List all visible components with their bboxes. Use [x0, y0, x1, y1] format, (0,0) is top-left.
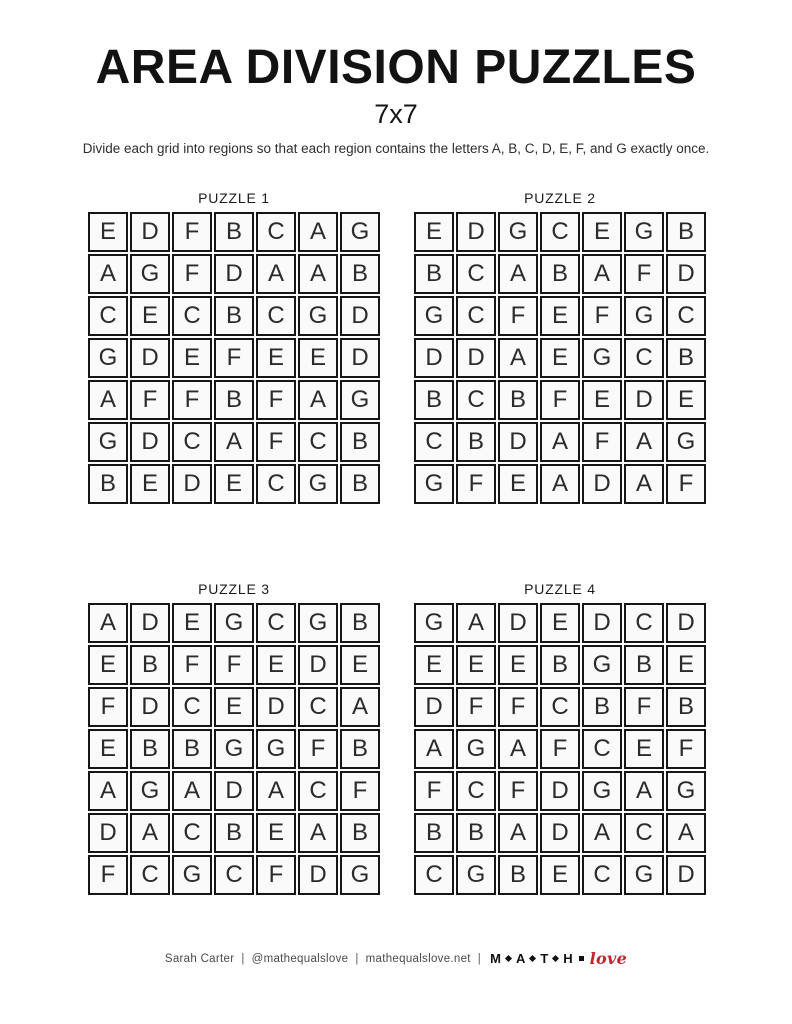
- grid-cell: G: [624, 212, 664, 252]
- grid-cell: C: [298, 687, 338, 727]
- grid-cell: E: [540, 855, 580, 895]
- grid-cell: G: [582, 645, 622, 685]
- grid-cell: E: [666, 380, 706, 420]
- puzzle-3-label: PUZZLE 3: [198, 581, 270, 597]
- grid-cell: E: [214, 464, 254, 504]
- grid-cell: C: [414, 855, 454, 895]
- grid-cell: F: [498, 687, 538, 727]
- grid-cell: C: [456, 771, 496, 811]
- grid-cell: A: [130, 813, 170, 853]
- puzzle-4-label: PUZZLE 4: [524, 581, 596, 597]
- grid-cell: G: [340, 855, 380, 895]
- grid-cell: B: [456, 422, 496, 462]
- grid-cell: B: [498, 380, 538, 420]
- grid-cell: F: [414, 771, 454, 811]
- grid-cell: C: [88, 296, 128, 336]
- grid-cell: E: [172, 338, 212, 378]
- grid-cell: A: [498, 338, 538, 378]
- grid-cell: F: [88, 855, 128, 895]
- grid-cell: G: [666, 771, 706, 811]
- grid-cell: C: [582, 729, 622, 769]
- grid-cell: C: [172, 422, 212, 462]
- grid-cell: C: [256, 603, 296, 643]
- footer-divider: |: [241, 952, 245, 965]
- grid-cell: D: [130, 212, 170, 252]
- grid-cell: E: [340, 645, 380, 685]
- grid-cell: D: [214, 254, 254, 294]
- grid-cell: C: [624, 338, 664, 378]
- grid-cell: G: [298, 296, 338, 336]
- grid-cell: E: [414, 212, 454, 252]
- grid-cell: A: [298, 212, 338, 252]
- grid-cell: B: [540, 645, 580, 685]
- grid-cell: E: [582, 380, 622, 420]
- grid-cell: C: [666, 296, 706, 336]
- grid-cell: A: [214, 422, 254, 462]
- grid-cell: A: [582, 813, 622, 853]
- grid-cell: A: [298, 813, 338, 853]
- grid-cell: B: [414, 380, 454, 420]
- grid-cell: B: [498, 855, 538, 895]
- grid-cell: B: [214, 813, 254, 853]
- grid-cell: B: [666, 687, 706, 727]
- grid-cell: B: [340, 464, 380, 504]
- logo-letter-a: A: [515, 951, 526, 966]
- grid-cell: F: [130, 380, 170, 420]
- grid-cell: C: [256, 464, 296, 504]
- grid-cell: E: [256, 338, 296, 378]
- grid-cell: D: [130, 603, 170, 643]
- grid-cell: D: [498, 603, 538, 643]
- grid-cell: A: [256, 771, 296, 811]
- grid-cell: G: [88, 422, 128, 462]
- grid-cell: F: [624, 687, 664, 727]
- grid-cell: B: [540, 254, 580, 294]
- grid-cell: D: [666, 254, 706, 294]
- grid-cell: C: [256, 212, 296, 252]
- grid-cell: A: [498, 813, 538, 853]
- footer-credit: [0, 948, 792, 968]
- grid-cell: G: [456, 855, 496, 895]
- logo-letter-m: M: [490, 951, 501, 966]
- grid-cell: F: [256, 380, 296, 420]
- grid-cell: B: [214, 296, 254, 336]
- grid-cell: F: [666, 729, 706, 769]
- grid-cell: B: [414, 813, 454, 853]
- grid-cell: F: [540, 729, 580, 769]
- grid-cell: F: [256, 422, 296, 462]
- footer-divider: |: [355, 952, 359, 965]
- footer-divider: |: [477, 952, 482, 965]
- grid-cell: G: [624, 855, 664, 895]
- grid-cell: B: [88, 464, 128, 504]
- grid-cell: G: [582, 771, 622, 811]
- grid-cell: F: [298, 729, 338, 769]
- grid-cell: D: [498, 422, 538, 462]
- grid-cell: G: [498, 212, 538, 252]
- logo-word-love: love: [589, 948, 628, 968]
- grid-cell: C: [298, 771, 338, 811]
- grid-cell: C: [540, 212, 580, 252]
- puzzle-1-section: [88, 190, 380, 504]
- grid-cell: A: [624, 464, 664, 504]
- grid-cell: D: [298, 855, 338, 895]
- grid-cell: E: [130, 296, 170, 336]
- grid-cell: E: [256, 645, 296, 685]
- grid-cell: C: [214, 855, 254, 895]
- grid-cell: A: [340, 687, 380, 727]
- grid-cell: A: [172, 771, 212, 811]
- website-url: mathequalslove.net: [365, 952, 471, 965]
- grid-cell: D: [172, 464, 212, 504]
- author-name: Sarah Carter: [164, 952, 235, 965]
- grid-cell: D: [130, 422, 170, 462]
- puzzle-4-grid: [414, 603, 706, 895]
- grid-cell: A: [256, 254, 296, 294]
- grid-cell: A: [498, 729, 538, 769]
- grid-cell: F: [172, 380, 212, 420]
- logo-letter-t: T: [540, 951, 549, 966]
- grid-cell: D: [582, 464, 622, 504]
- grid-cell: E: [540, 603, 580, 643]
- grid-cell: B: [214, 212, 254, 252]
- grid-cell: G: [214, 603, 254, 643]
- grid-cell: B: [414, 254, 454, 294]
- grid-cell: A: [582, 254, 622, 294]
- grid-cell: D: [130, 338, 170, 378]
- grid-cell: B: [130, 645, 170, 685]
- grid-cell: B: [340, 422, 380, 462]
- grid-cell: A: [88, 254, 128, 294]
- grid-cell: F: [540, 380, 580, 420]
- grid-cell: F: [456, 464, 496, 504]
- grid-cell: C: [456, 380, 496, 420]
- grid-cell: F: [582, 422, 622, 462]
- grid-cell: D: [582, 603, 622, 643]
- grid-cell: G: [172, 855, 212, 895]
- equals-icon: [579, 956, 584, 961]
- grid-cell: A: [414, 729, 454, 769]
- grid-cell: D: [340, 338, 380, 378]
- grid-cell: A: [540, 464, 580, 504]
- grid-cell: D: [540, 813, 580, 853]
- grid-cell: B: [172, 729, 212, 769]
- plus-icon: [552, 955, 559, 962]
- grid-cell: F: [582, 296, 622, 336]
- grid-cell: D: [666, 603, 706, 643]
- page-subtitle: 7x7: [374, 99, 418, 129]
- grid-cell: G: [624, 296, 664, 336]
- grid-cell: E: [540, 338, 580, 378]
- social-handle: @mathequalslove: [251, 952, 349, 965]
- grid-cell: A: [88, 603, 128, 643]
- grid-cell: A: [540, 422, 580, 462]
- grid-cell: G: [298, 603, 338, 643]
- grid-cell: E: [498, 464, 538, 504]
- grid-cell: E: [582, 212, 622, 252]
- puzzle-2-section: [414, 190, 706, 504]
- grid-cell: G: [214, 729, 254, 769]
- grid-cell: F: [172, 212, 212, 252]
- grid-cell: F: [88, 687, 128, 727]
- puzzle-1-grid: [88, 212, 380, 504]
- grid-cell: G: [256, 729, 296, 769]
- grid-cell: B: [340, 603, 380, 643]
- grid-cell: E: [130, 464, 170, 504]
- grid-cell: C: [130, 855, 170, 895]
- grid-cell: G: [130, 771, 170, 811]
- grid-cell: D: [88, 813, 128, 853]
- grid-cell: E: [256, 813, 296, 853]
- puzzle-1-label: PUZZLE 1: [198, 190, 270, 206]
- grid-cell: G: [414, 296, 454, 336]
- grid-cell: F: [456, 687, 496, 727]
- grid-cell: B: [582, 687, 622, 727]
- grid-cell: C: [256, 296, 296, 336]
- grid-cell: C: [414, 422, 454, 462]
- grid-cell: E: [214, 687, 254, 727]
- puzzle-3-grid: [88, 603, 380, 895]
- grid-cell: C: [540, 687, 580, 727]
- grid-cell: C: [298, 422, 338, 462]
- grid-cell: F: [214, 338, 254, 378]
- grid-cell: G: [298, 464, 338, 504]
- plus-icon: [505, 955, 512, 962]
- grid-cell: D: [540, 771, 580, 811]
- grid-cell: D: [214, 771, 254, 811]
- grid-cell: C: [172, 296, 212, 336]
- grid-cell: B: [666, 212, 706, 252]
- grid-cell: C: [172, 687, 212, 727]
- grid-cell: C: [456, 254, 496, 294]
- grid-cell: G: [340, 380, 380, 420]
- grid-cell: D: [298, 645, 338, 685]
- grid-cell: F: [498, 296, 538, 336]
- plus-icon: [529, 955, 536, 962]
- grid-cell: B: [340, 813, 380, 853]
- grid-cell: B: [456, 813, 496, 853]
- grid-cell: C: [624, 813, 664, 853]
- grid-cell: B: [340, 254, 380, 294]
- page-title: AREA DIVISION PUZZLES: [95, 41, 697, 94]
- grid-cell: C: [456, 296, 496, 336]
- grid-cell: F: [666, 464, 706, 504]
- grid-cell: E: [88, 212, 128, 252]
- grid-cell: A: [666, 813, 706, 853]
- grid-cell: D: [340, 296, 380, 336]
- math-equals-love-logo: [490, 948, 628, 968]
- grid-cell: A: [456, 603, 496, 643]
- grid-cell: C: [172, 813, 212, 853]
- logo-letter-h: H: [563, 951, 573, 966]
- grid-cell: F: [498, 771, 538, 811]
- grid-cell: B: [666, 338, 706, 378]
- grid-cell: A: [498, 254, 538, 294]
- grid-cell: D: [624, 380, 664, 420]
- grid-cell: A: [88, 380, 128, 420]
- grid-cell: F: [340, 771, 380, 811]
- puzzle-2-label: PUZZLE 2: [524, 190, 596, 206]
- grid-cell: F: [172, 254, 212, 294]
- grid-cell: G: [414, 603, 454, 643]
- grid-cell: G: [666, 422, 706, 462]
- grid-cell: F: [624, 254, 664, 294]
- grid-cell: D: [256, 687, 296, 727]
- grid-cell: B: [624, 645, 664, 685]
- grid-cell: G: [130, 254, 170, 294]
- grid-cell: A: [88, 771, 128, 811]
- grid-cell: D: [456, 338, 496, 378]
- grid-cell: E: [456, 645, 496, 685]
- grid-cell: G: [456, 729, 496, 769]
- grid-cell: E: [624, 729, 664, 769]
- grid-cell: A: [298, 254, 338, 294]
- grid-cell: D: [414, 338, 454, 378]
- grid-cell: A: [624, 422, 664, 462]
- grid-cell: F: [256, 855, 296, 895]
- grid-cell: E: [298, 338, 338, 378]
- grid-cell: E: [172, 603, 212, 643]
- puzzle-3-section: [88, 581, 380, 895]
- instructions-text: Divide each grid into regions so that each region contains the letters A, B, C, D, E, F, and G exactly once.: [82, 141, 710, 156]
- grid-cell: E: [540, 296, 580, 336]
- grid-cell: G: [582, 338, 622, 378]
- grid-cell: B: [214, 380, 254, 420]
- grid-cell: B: [340, 729, 380, 769]
- grid-cell: E: [88, 645, 128, 685]
- puzzle-2-grid: [414, 212, 706, 504]
- grid-cell: A: [624, 771, 664, 811]
- puzzle-4-section: [414, 581, 706, 895]
- grid-cell: G: [88, 338, 128, 378]
- grid-cell: C: [582, 855, 622, 895]
- grid-cell: C: [624, 603, 664, 643]
- grid-cell: E: [666, 645, 706, 685]
- grid-cell: E: [498, 645, 538, 685]
- grid-cell: D: [456, 212, 496, 252]
- grid-cell: E: [414, 645, 454, 685]
- grid-cell: D: [666, 855, 706, 895]
- grid-cell: G: [414, 464, 454, 504]
- grid-cell: E: [88, 729, 128, 769]
- grid-cell: B: [130, 729, 170, 769]
- grid-cell: F: [172, 645, 212, 685]
- grid-cell: A: [298, 380, 338, 420]
- grid-cell: D: [130, 687, 170, 727]
- grid-cell: D: [414, 687, 454, 727]
- grid-cell: G: [340, 212, 380, 252]
- grid-cell: F: [214, 645, 254, 685]
